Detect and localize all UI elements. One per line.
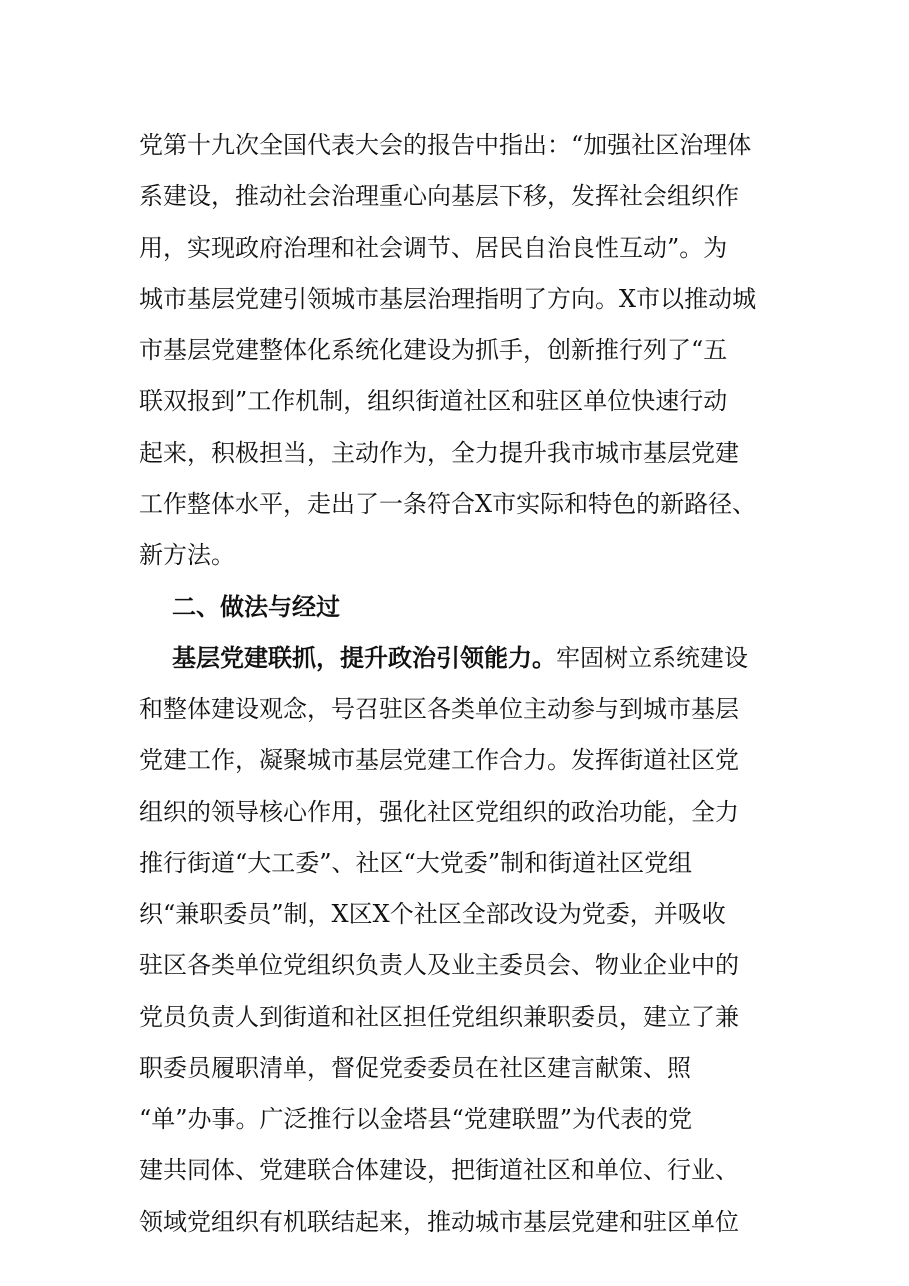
paragraph-2-line-2: 和整体建设观念，号召驻区各类单位主动参与到城市基层 — [139, 695, 739, 723]
paragraph-1-line-2: 系建设，推动社会治理重心向基层下移，发挥社会组织作 — [139, 182, 739, 210]
paragraph-1-line-7: 起来，积极担当，主动作为，全力提升我市城市基层党建 — [139, 439, 739, 467]
paragraph-1-line-8: 工作整体水平，走出了一条符合X市实际和特色的新路径、 — [139, 490, 757, 518]
paragraph-1-line-6: 联双报到”工作机制，组织街道社区和驻区单位快速行动 — [139, 387, 728, 415]
paragraph-2-line-10: “单”办事。广泛推行以金塔县“党建联盟”为代表的党 — [139, 1105, 693, 1133]
paragraph-2-lead: 基层党建联抓，提升政治引领能力。 — [172, 644, 556, 672]
paragraph-1-line-9: 新方法。 — [139, 541, 235, 569]
paragraph-1-line-3: 用，实现政府治理和社会调节、居民自治良性互动”。为 — [139, 234, 728, 262]
paragraph-2-line-4: 组织的领导核心作用，强化社区党组织的政治功能，全力 — [139, 798, 739, 826]
paragraph-2-line-6: 织“兼职委员”制，X区X个社区全部改设为党委，并吸收 — [139, 900, 726, 928]
paragraph-2-line-9: 职委员履职清单，督促党委委员在社区建言献策、照 — [139, 1054, 691, 1082]
paragraph-2-line-7: 驻区各类单位党组织负责人及业主委员会、物业企业中的 — [139, 951, 739, 979]
paragraph-1-line-4: 城市基层党建引领城市基层治理指明了方向。X市以推动城 — [139, 285, 757, 313]
paragraph-2-line-1 — [172, 638, 779, 678]
paragraph-2-line-11: 建共同体、党建联合体建设，把街道社区和单位、行业、 — [139, 1156, 739, 1184]
paragraph-1-line-1: 党第十九次全国代表大会的报告中指出：“加强社区治理体 — [139, 131, 752, 159]
paragraph-2-line-8: 党员负责人到街道和社区担任党组织兼职委员，建立了兼 — [139, 1003, 739, 1031]
section-heading: 二、做法与经过 — [172, 593, 340, 621]
paragraph-2-line-12: 领域党组织有机联结起来，推动城市基层党建和驻区单位 — [139, 1208, 739, 1236]
paragraph-1-line-5: 市基层党建整体化系统化建设为抓手，创新推行列了“五 — [139, 336, 728, 364]
paragraph-2-first-rest: 牢固树立系统建设 — [556, 644, 748, 672]
paragraph-2-line-3: 党建工作，凝聚城市基层党建工作合力。发挥街道社区党 — [139, 746, 739, 774]
paragraph-2-line-5: 推行街道“大工委”、社区“大党委”制和街道社区党组 — [139, 849, 693, 877]
